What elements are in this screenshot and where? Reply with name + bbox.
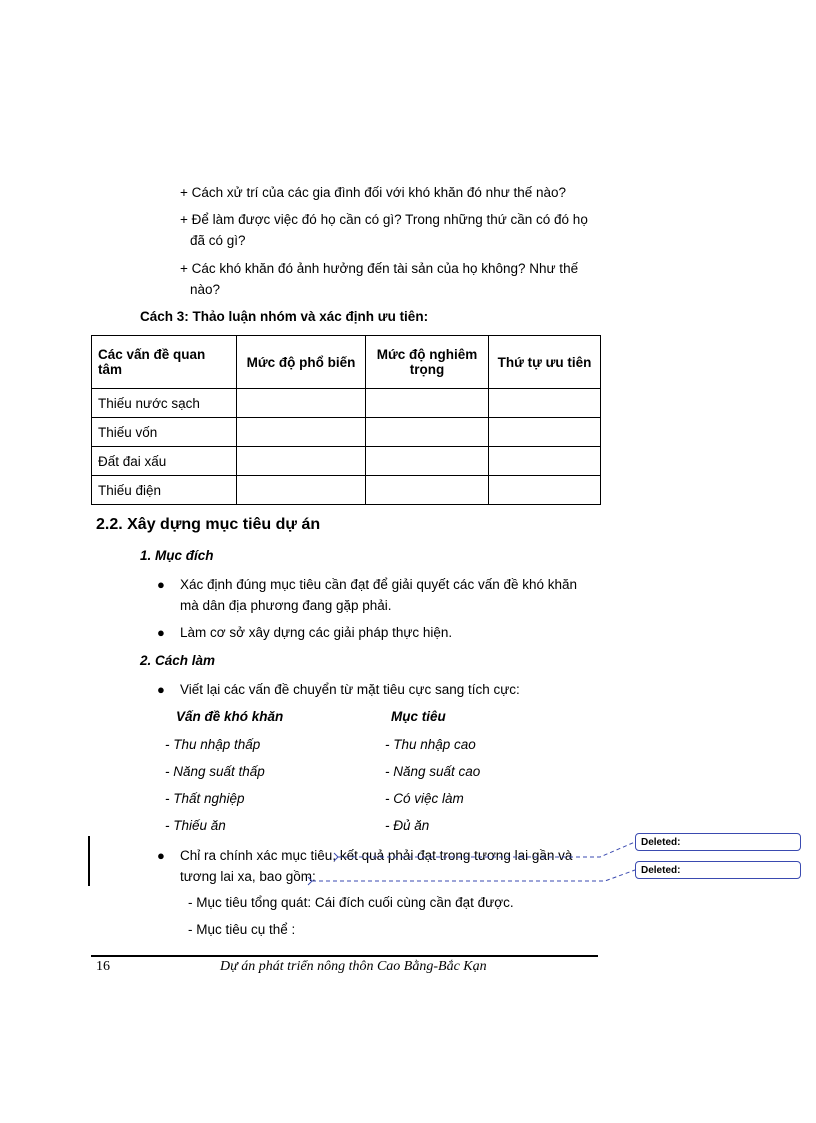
goal-bullet-line1: Chỉ ra chính xác mục tiêu, kết quả phải đạt trong tương lai gần và bbox=[180, 848, 573, 863]
revision-balloon-deleted[interactable]: Deleted: bbox=[635, 861, 801, 879]
footer-divider bbox=[91, 955, 598, 957]
goal-item-specific: - Mục tiêu cụ thể : bbox=[188, 922, 296, 937]
problem-item: - Năng suất thấp bbox=[165, 764, 265, 779]
cach3-heading: Cách 3: Thảo luận nhóm và xác định ưu tiên: bbox=[140, 309, 429, 324]
question-3-line1: + Các khó khăn đó ảnh hưởng đến tài sản của họ không? Như thế bbox=[180, 261, 579, 276]
bullet-icon: ● bbox=[157, 577, 165, 592]
table-cell-issue: Thiếu nước sạch bbox=[92, 389, 237, 418]
goal-item: - Năng suất cao bbox=[385, 764, 481, 779]
purpose-bullet-1-line1: Xác định đúng mục tiêu cần đạt để giải quyết các vấn đề khó khăn bbox=[180, 577, 578, 592]
col-header-severity: Mức độ nghiêm trọng bbox=[366, 336, 489, 389]
question-2-line1: + Để làm được việc đó họ cần có gì? Trong những thứ cần có đó họ bbox=[180, 212, 588, 227]
goal-bullet-line2: tương lai xa, bao gồm: bbox=[180, 869, 316, 884]
bullet-icon: ● bbox=[157, 848, 165, 863]
revision-connector-2 bbox=[312, 870, 635, 881]
problem-item: - Thiếu ăn bbox=[165, 818, 226, 833]
table-cell-issue: Thiếu điện bbox=[92, 476, 237, 505]
section-title: 2.2. Xây dựng mục tiêu dự án bbox=[96, 516, 321, 533]
howto-bullet: Viết lại các vấn đề chuyển từ mặt tiêu cực sang tích cực: bbox=[180, 682, 520, 697]
caret-icon bbox=[308, 877, 312, 885]
problem-item: - Thu nhập thấp bbox=[165, 737, 261, 752]
pairs-header-goal: Mục tiêu bbox=[391, 709, 446, 724]
col-header-priority: Thứ tự ưu tiên bbox=[489, 336, 601, 389]
question-3-line2: nào? bbox=[190, 282, 221, 297]
goal-item-general: - Mục tiêu tổng quát: Cái đích cuối cùng cần đạt được. bbox=[188, 895, 514, 910]
pairs-header-problem: Vấn đề khó khăn bbox=[176, 709, 284, 724]
bullet-icon: ● bbox=[157, 625, 165, 640]
question-2-line2: đã có gì? bbox=[190, 233, 246, 248]
subsection-method: 2. Cách làm bbox=[140, 653, 216, 668]
page-number: 16 bbox=[96, 959, 110, 974]
bullet-icon: ● bbox=[157, 682, 165, 697]
col-header-issues: Các vấn đề quan tâm bbox=[92, 336, 237, 389]
table-cell-issue: Thiếu vốn bbox=[92, 418, 237, 447]
revision-connector-1 bbox=[338, 842, 635, 857]
subsection-purpose: 1. Mục đích bbox=[140, 548, 214, 563]
problem-item: - Thất nghiệp bbox=[165, 791, 245, 806]
goal-item: - Đủ ăn bbox=[385, 818, 430, 833]
caret-icon bbox=[334, 853, 338, 861]
question-1-text: + Cách xử trí của các gia đình đối với khó khăn đó như thế nào? bbox=[180, 185, 567, 200]
goal-item: - Có việc làm bbox=[385, 791, 464, 806]
purpose-bullet-2: Làm cơ sở xây dựng các giải pháp thực hiện. bbox=[180, 625, 453, 640]
footer-title: Dự án phát triển nông thôn Cao Bằng-Bắc Kạn bbox=[220, 959, 487, 974]
revision-balloon-deleted[interactable]: Deleted: bbox=[635, 833, 801, 851]
goal-item: - Thu nhập cao bbox=[385, 737, 476, 752]
col-header-prevalence: Mức độ phổ biến bbox=[237, 336, 366, 389]
purpose-bullet-1-line2: mà dân địa phương đang gặp phải. bbox=[180, 598, 392, 613]
table-cell-issue: Đất đai xấu bbox=[92, 447, 237, 476]
